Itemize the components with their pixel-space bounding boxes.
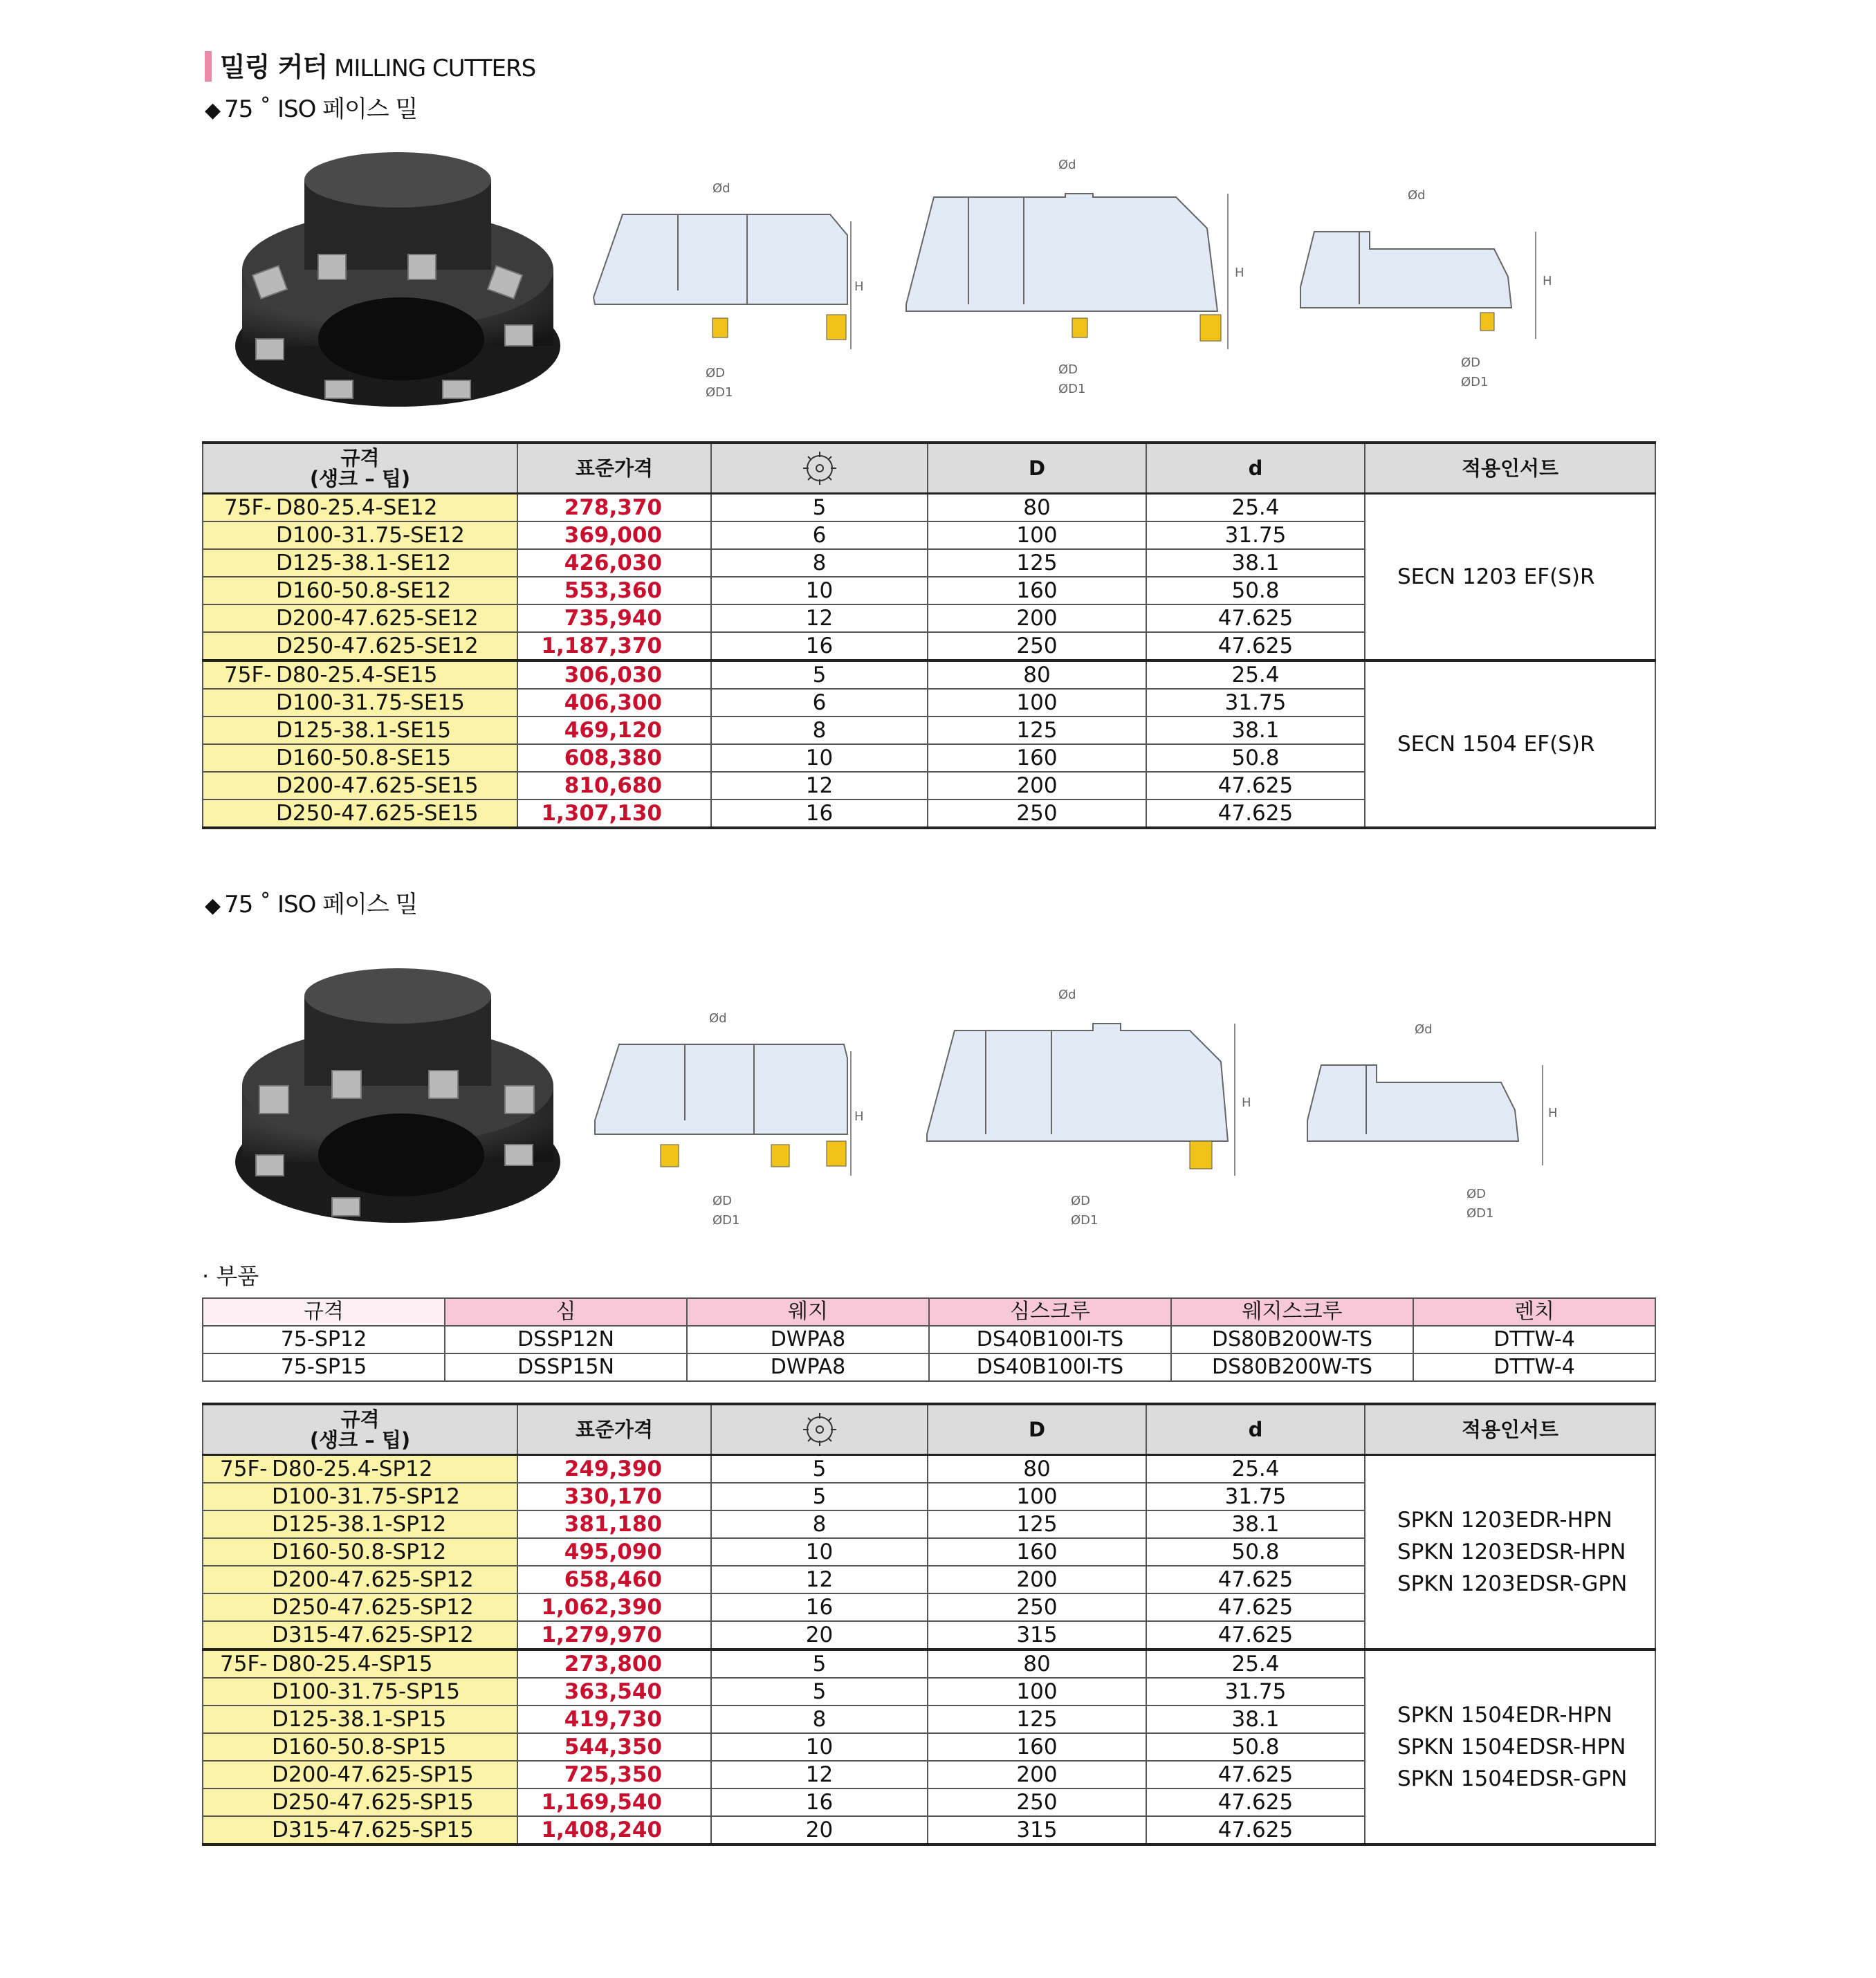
parts-cell: DTTW-4: [1413, 1353, 1655, 1381]
header-price: 표준가격: [517, 443, 711, 494]
diameter-d-cell: 50.8: [1146, 577, 1365, 604]
price-cell: 735,940: [517, 604, 711, 632]
parts-header-row: [203, 1298, 1655, 1326]
parts-header-cell: 심스크루: [929, 1298, 1171, 1326]
spec-code: D160-50.8-SE12: [276, 578, 452, 603]
teeth-cell: 5: [711, 660, 928, 689]
spec-cell: [203, 1733, 517, 1761]
diameter-d-cell: 31.75: [1146, 689, 1365, 717]
dim-D-label: ØD: [1466, 1187, 1487, 1201]
spec-cell: [203, 1455, 517, 1484]
spec-code: D250-47.625-SP15: [272, 1790, 474, 1815]
price-cell: 1,169,540: [517, 1788, 711, 1816]
table-row: [203, 660, 1655, 689]
spec-cell: [203, 744, 517, 772]
price-cell: 330,170: [517, 1483, 711, 1510]
diameter-d-cell: 47.625: [1146, 1593, 1365, 1621]
spec-code: D160-50.8-SP15: [272, 1735, 447, 1759]
diameter-D-cell: 200: [928, 1761, 1146, 1788]
teeth-cell: 16: [711, 799, 928, 828]
insert-code: SPKN 1203EDSR-HPN: [1397, 1540, 1626, 1564]
insert-code: SECN 1203 EF(S)R: [1397, 564, 1595, 589]
dim-D-label: ØD: [706, 366, 726, 380]
price-cell: 426,030: [517, 549, 711, 577]
teeth-cell: 10: [711, 1538, 928, 1566]
header-insert: 적용인서트: [1365, 443, 1655, 494]
diameter-D-cell: 125: [928, 549, 1146, 577]
parts-cell: DSSP15N: [445, 1353, 687, 1381]
header-spec: 규격 (생크 – 팁): [203, 1404, 517, 1455]
teeth-cell: 5: [711, 1649, 928, 1678]
page-title: [220, 46, 535, 84]
diameter-d-cell: 38.1: [1146, 549, 1365, 577]
table-row: [203, 1455, 1655, 1484]
cutter-teeth-icon: [711, 1404, 928, 1455]
insert-code: SPKN 1203EDR-HPN: [1397, 1508, 1612, 1533]
diameter-D-cell: 250: [928, 1788, 1146, 1816]
spec-code: D250-47.625-SP12: [272, 1595, 474, 1620]
spec-cell: [203, 1510, 517, 1538]
diameter-D-cell: 160: [928, 1733, 1146, 1761]
price-cell: 419,730: [517, 1706, 711, 1733]
spec-code: D100-31.75-SE15: [276, 690, 465, 715]
parts-header-cell: 규격: [203, 1298, 445, 1326]
parts-cell: DTTW-4: [1413, 1326, 1655, 1353]
teeth-cell: 5: [711, 494, 928, 522]
price-cell: 306,030: [517, 660, 711, 689]
teeth-cell: 20: [711, 1816, 928, 1845]
spec-table-se: [202, 441, 1656, 829]
section2-title-text: 75 ˚ ISO 페이스 밀: [224, 891, 418, 918]
price-cell: 1,307,130: [517, 799, 711, 828]
parts-cell: DS40B100I-TS: [929, 1326, 1171, 1353]
price-cell: 495,090: [517, 1538, 711, 1566]
spec-prefix: 75F-: [220, 1457, 268, 1481]
dim-d-label: Ød: [1058, 988, 1076, 1002]
diameter-D-cell: 315: [928, 1816, 1146, 1845]
table-row: [203, 494, 1655, 522]
diameter-D-cell: 200: [928, 604, 1146, 632]
insert-code: SPKN 1504EDSR-HPN: [1397, 1735, 1626, 1759]
spec-cell: [203, 577, 517, 604]
price-cell: 658,460: [517, 1566, 711, 1593]
header-D: D: [928, 443, 1146, 494]
spec-cell: [203, 1678, 517, 1706]
table-row: [203, 1649, 1655, 1678]
diameter-D-cell: 125: [928, 717, 1146, 744]
insert-cell: [1365, 660, 1655, 828]
spec-cell: [203, 632, 517, 660]
diameter-D-cell: 125: [928, 1706, 1146, 1733]
spec-code: D200-47.625-SE15: [276, 773, 479, 798]
diameter-d-cell: 31.75: [1146, 1483, 1365, 1510]
header-insert: 적용인서트: [1365, 1404, 1655, 1455]
teeth-cell: 10: [711, 744, 928, 772]
price-cell: 381,180: [517, 1510, 711, 1538]
teeth-cell: 12: [711, 604, 928, 632]
insert-code: SPKN 1504EDR-HPN: [1397, 1703, 1612, 1728]
section2-title: [205, 885, 417, 919]
header-spec: 규격 (생크 – 팁): [203, 443, 517, 494]
spec-cell: [203, 1706, 517, 1733]
price-cell: 273,800: [517, 1649, 711, 1678]
diameter-d-cell: 31.75: [1146, 1678, 1365, 1706]
spec-table-sp: [202, 1403, 1656, 1846]
milling-cutter-photo: [228, 166, 567, 408]
dim-D1-label: ØD1: [706, 385, 733, 400]
teeth-cell: 16: [711, 1788, 928, 1816]
spec-code: D315-47.625-SP12: [272, 1623, 474, 1647]
spec-cell: [203, 1483, 517, 1510]
dim-D-label: ØD: [1461, 355, 1481, 370]
diameter-d-cell: 25.4: [1146, 1455, 1365, 1484]
dim-h-label: H: [1543, 274, 1552, 288]
milling-cutter-photo: [228, 982, 567, 1224]
parts-cell: 75-SP12: [203, 1326, 445, 1353]
diameter-D-cell: 125: [928, 1510, 1146, 1538]
price-cell: 278,370: [517, 494, 711, 522]
diameter-d-cell: 47.625: [1146, 1816, 1365, 1845]
header-accent-bar: [205, 51, 212, 82]
parts-row: [203, 1326, 1655, 1353]
spec-code: D200-47.625-SP12: [272, 1567, 474, 1592]
section1-title: [205, 90, 417, 124]
spec-code: D200-47.625-SE12: [276, 606, 479, 631]
diameter-d-cell: 25.4: [1146, 494, 1365, 522]
diameter-D-cell: 160: [928, 744, 1146, 772]
parts-label: · 부품: [202, 1263, 259, 1289]
teeth-cell: 8: [711, 717, 928, 744]
diameter-d-cell: 47.625: [1146, 772, 1365, 799]
diameter-d-cell: 47.625: [1146, 1621, 1365, 1649]
teeth-cell: 5: [711, 1483, 928, 1510]
diameter-D-cell: 250: [928, 799, 1146, 828]
diameter-d-cell: 38.1: [1146, 1706, 1365, 1733]
spec-prefix: 75F-: [220, 1652, 268, 1676]
diameter-D-cell: 200: [928, 772, 1146, 799]
teeth-cell: 6: [711, 521, 928, 549]
price-cell: 725,350: [517, 1761, 711, 1788]
spec-code: D125-38.1-SE15: [276, 718, 452, 743]
spec-code: D125-38.1-SP15: [272, 1707, 447, 1732]
price-cell: 249,390: [517, 1455, 711, 1484]
spec-cell: [203, 604, 517, 632]
spec-code: D80-25.4-SE15: [276, 663, 438, 687]
parts-cell: DWPA8: [687, 1326, 929, 1353]
dim-h-label: H: [854, 279, 864, 294]
diameter-d-cell: 50.8: [1146, 1733, 1365, 1761]
price-cell: 406,300: [517, 689, 711, 717]
spec-cell: [203, 549, 517, 577]
spec-code: D160-50.8-SE15: [276, 746, 452, 770]
diameter-D-cell: 80: [928, 494, 1146, 522]
spec-cell: [203, 1538, 517, 1566]
diameter-D-cell: 315: [928, 1621, 1146, 1649]
teeth-cell: 5: [711, 1455, 928, 1484]
spec-code: D80-25.4-SP12: [272, 1457, 433, 1481]
title-english: MILLING CUTTERS: [334, 55, 536, 82]
price-cell: 544,350: [517, 1733, 711, 1761]
dim-D1-label: ØD1: [1071, 1213, 1098, 1228]
insert-code: SPKN 1203EDSR-GPN: [1397, 1571, 1628, 1596]
teeth-cell: 16: [711, 1593, 928, 1621]
dim-D-label: ØD: [1058, 362, 1078, 377]
insert-cell: [1365, 1649, 1655, 1845]
table-header-row: [203, 1404, 1655, 1455]
spec-prefix: 75F-: [224, 495, 272, 520]
teeth-cell: 8: [711, 1510, 928, 1538]
spec-cell: [203, 1649, 517, 1678]
dim-D1-label: ØD1: [1466, 1206, 1494, 1221]
insert-cell: [1365, 1455, 1655, 1650]
parts-row: [203, 1353, 1655, 1381]
price-cell: 1,279,970: [517, 1621, 711, 1649]
parts-cell: DS80B200W-TS: [1171, 1326, 1413, 1353]
spec-cell: [203, 660, 517, 689]
parts-header-cell: 웨지스크루: [1171, 1298, 1413, 1326]
dim-h-label: H: [1235, 266, 1244, 280]
diameter-d-cell: 47.625: [1146, 799, 1365, 828]
diameter-d-cell: 38.1: [1146, 1510, 1365, 1538]
spec-cell: [203, 1593, 517, 1621]
diameter-d-cell: 50.8: [1146, 1538, 1365, 1566]
parts-header-cell: 심: [445, 1298, 687, 1326]
teeth-cell: 8: [711, 1706, 928, 1733]
dim-d-label: Ød: [1058, 158, 1076, 172]
dim-D1-label: ØD1: [1461, 375, 1489, 389]
spec-cell: [203, 772, 517, 799]
header-d: d: [1146, 1404, 1365, 1455]
price-cell: 1,062,390: [517, 1593, 711, 1621]
parts-header-cell: 웨지: [687, 1298, 929, 1326]
dim-D-label: ØD: [712, 1194, 733, 1208]
parts-cell: DWPA8: [687, 1353, 929, 1381]
diameter-D-cell: 200: [928, 1566, 1146, 1593]
parts-cell: DS40B100I-TS: [929, 1353, 1171, 1381]
technical-drawings-2: [581, 982, 1702, 1231]
diameter-D-cell: 80: [928, 1649, 1146, 1678]
diameter-d-cell: 47.625: [1146, 1788, 1365, 1816]
teeth-cell: 10: [711, 1733, 928, 1761]
header-price: 표준가격: [517, 1404, 711, 1455]
spec-code: D125-38.1-SE12: [276, 551, 452, 575]
diameter-d-cell: 47.625: [1146, 1566, 1365, 1593]
spec-code: D315-47.625-SP15: [272, 1818, 474, 1842]
spec-cell: [203, 689, 517, 717]
parts-cell: DS80B200W-TS: [1171, 1353, 1413, 1381]
diameter-d-cell: 50.8: [1146, 744, 1365, 772]
teeth-cell: 12: [711, 1761, 928, 1788]
teeth-cell: 5: [711, 1678, 928, 1706]
teeth-cell: 8: [711, 549, 928, 577]
spec-cell: [203, 1816, 517, 1845]
dim-d-label: Ød: [1415, 1022, 1433, 1037]
technical-drawings-1: [581, 158, 1702, 415]
spec-code: D250-47.625-SE12: [276, 634, 479, 658]
teeth-cell: 12: [711, 1566, 928, 1593]
diameter-D-cell: 100: [928, 1678, 1146, 1706]
diameter-d-cell: 38.1: [1146, 717, 1365, 744]
diameter-d-cell: 25.4: [1146, 660, 1365, 689]
dim-D1-label: ØD1: [1058, 382, 1086, 396]
dim-D-label: ØD: [1071, 1194, 1091, 1208]
header-d: d: [1146, 443, 1365, 494]
spec-cell: [203, 1621, 517, 1649]
dim-D1-label: ØD1: [712, 1213, 740, 1228]
price-cell: 1,408,240: [517, 1816, 711, 1845]
diameter-d-cell: 47.625: [1146, 1761, 1365, 1788]
diameter-D-cell: 250: [928, 632, 1146, 660]
diameter-d-cell: 47.625: [1146, 632, 1365, 660]
header-D: D: [928, 1404, 1146, 1455]
diameter-D-cell: 100: [928, 689, 1146, 717]
spec-cell: [203, 1788, 517, 1816]
diameter-d-cell: 25.4: [1146, 1649, 1365, 1678]
dim-h-label: H: [1242, 1096, 1251, 1110]
dim-h-label: H: [854, 1109, 864, 1124]
spec-code: D125-38.1-SP12: [272, 1512, 447, 1537]
parts-cell: 75-SP15: [203, 1353, 445, 1381]
spec-code: D80-25.4-SE12: [276, 495, 438, 520]
price-cell: 1,187,370: [517, 632, 711, 660]
insert-code: SECN 1504 EF(S)R: [1397, 732, 1595, 757]
price-cell: 369,000: [517, 521, 711, 549]
diamond-bullet-icon: ◆: [205, 98, 221, 122]
spec-code: D80-25.4-SP15: [272, 1652, 433, 1676]
diameter-D-cell: 160: [928, 577, 1146, 604]
diameter-d-cell: 47.625: [1146, 604, 1365, 632]
spec-cell: [203, 799, 517, 828]
title-korean: 밀링 커터: [220, 52, 328, 82]
diameter-D-cell: 80: [928, 660, 1146, 689]
dim-h-label: H: [1548, 1106, 1558, 1120]
insert-code: SPKN 1504EDSR-GPN: [1397, 1766, 1628, 1791]
diameter-D-cell: 80: [928, 1455, 1146, 1484]
dim-d-label: Ød: [1408, 188, 1426, 203]
diameter-D-cell: 100: [928, 1483, 1146, 1510]
cutter-teeth-icon: [711, 443, 928, 494]
spec-code: D160-50.8-SP12: [272, 1540, 447, 1564]
spec-cell: [203, 494, 517, 522]
table-header-row: [203, 443, 1655, 494]
diameter-D-cell: 100: [928, 521, 1146, 549]
price-cell: 363,540: [517, 1678, 711, 1706]
dim-d-label: Ød: [712, 181, 730, 196]
spec-code: D250-47.625-SE15: [276, 801, 479, 826]
teeth-cell: 16: [711, 632, 928, 660]
spec-cell: [203, 1566, 517, 1593]
spec-prefix: 75F-: [224, 663, 272, 687]
spec-code: D100-31.75-SP12: [272, 1484, 460, 1509]
parts-table: [202, 1297, 1656, 1382]
section1-title-text: 75 ˚ ISO 페이스 밀: [224, 95, 418, 123]
price-cell: 553,360: [517, 577, 711, 604]
spec-cell: [203, 717, 517, 744]
teeth-cell: 20: [711, 1621, 928, 1649]
diamond-bullet-icon: ◆: [205, 894, 221, 918]
diameter-D-cell: 250: [928, 1593, 1146, 1621]
diameter-d-cell: 31.75: [1146, 521, 1365, 549]
parts-header-cell: 렌치: [1413, 1298, 1655, 1326]
teeth-cell: 6: [711, 689, 928, 717]
price-cell: 810,680: [517, 772, 711, 799]
spec-cell: [203, 1761, 517, 1788]
spec-cell: [203, 521, 517, 549]
spec-code: D100-31.75-SE12: [276, 523, 465, 548]
price-cell: 469,120: [517, 717, 711, 744]
diameter-D-cell: 160: [928, 1538, 1146, 1566]
spec-code: D200-47.625-SP15: [272, 1762, 474, 1787]
spec-code: D100-31.75-SP15: [272, 1679, 460, 1704]
teeth-cell: 10: [711, 577, 928, 604]
teeth-cell: 12: [711, 772, 928, 799]
parts-cell: DSSP12N: [445, 1326, 687, 1353]
insert-cell: [1365, 494, 1655, 661]
price-cell: 608,380: [517, 744, 711, 772]
dim-d-label: Ød: [709, 1011, 727, 1026]
